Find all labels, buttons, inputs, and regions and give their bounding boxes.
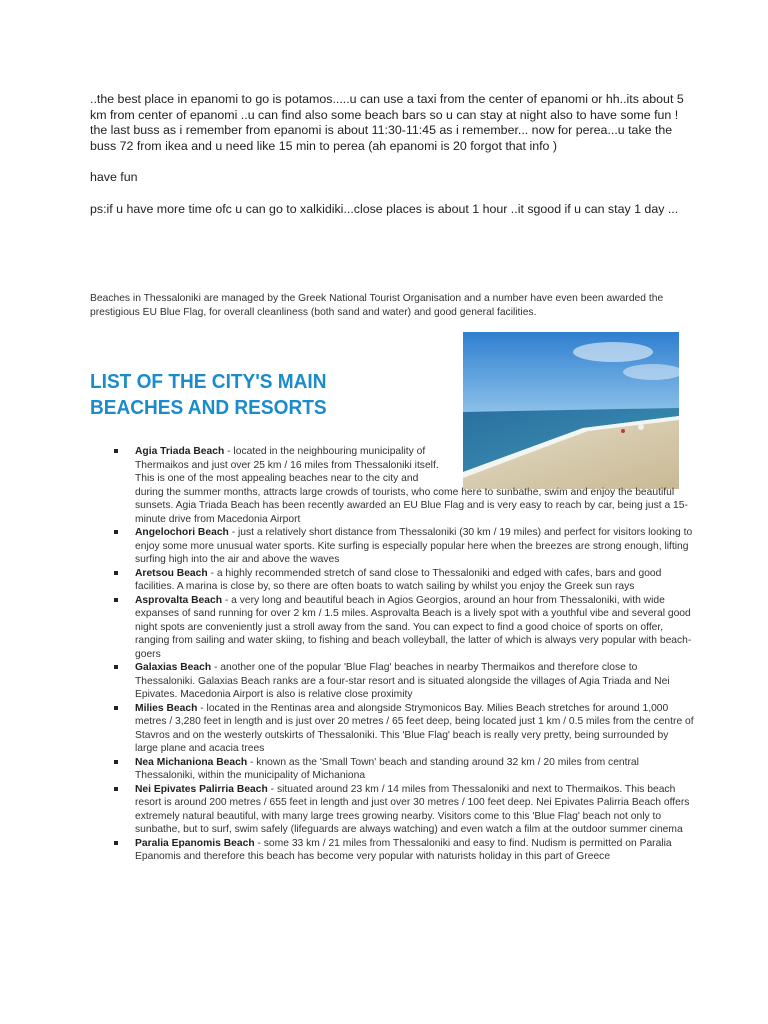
beach-description: - located in the Rentinas area and alongside Strymonicos Bay. Milies Beach stretches for around 1,000 metres / 3,280 feet in length and is just over 20 metres / 65 feet deep, being located just 1 km / 0.5 miles from the centre of Stavros and on the westerly outskirts of Thessaloniki. This 'Blue Flag' beach is really very pretty, being surrounded by large plane and acacia trees (135, 702, 694, 754)
bullet-icon (114, 787, 118, 791)
photo-float-spacer (446, 445, 694, 485)
bullet-icon (114, 598, 118, 602)
beach-description: - situated around 23 km / 14 miles from Thessaloniki and next to Thermaikos. This beach resort is around 200 metres / 655 feet in length and just over 30 metres / 100 feet deep. Nei Epivates Palirria Beach offers extremely natural beautiful, with many large trees growing nearby. Visitors come to this 'Blue Flag' beach not only to sunbathe, but to surf, swim safely (lifeguards are always watching) and even watch a film at the outdoor summer cinema (135, 783, 690, 835)
list-item (114, 837, 694, 864)
beach-description: - a highly recommended stretch of sand close to Thessaloniki and edged with cafes, bars and good facilities. A marina is close by, so there are often boats to watch sailing by whilst you enjoy the Greek sun rays (135, 567, 662, 592)
beach-description: - a very long and beautiful beach in Agios Georgios, around an hour from Thessaloniki, with wide expanses of sand running for over 2 km / 1.5 miles. Asprovalta Beach is a lively spot with a youthful vibe and several good night spots are conveniently just a stroll away from the sand. You can expect to find a good choice of sports on offer, ranging from sailing and water skiing, to fishing and beach volleyball, the latter of which is always very popular with beach-goers (135, 594, 692, 660)
bullet-icon (114, 665, 118, 669)
page-heading: LIST OF THE CITY'S MAIN BEACHES AND RESORTS (90, 370, 327, 419)
list-item (114, 783, 694, 837)
bullet-icon (114, 530, 118, 534)
beach-name: Paralia Epanomis Beach (135, 837, 255, 849)
beach-umbrella (638, 424, 644, 430)
beach-description: - just a relatively short distance from Thessaloniki (30 km / 19 miles) and perfect for visitors looking to enjoy some more unusual water sports. Kite surfing is especially popular here when the breezes are strong enough, lifting surfing high into the air and above the waves (135, 527, 693, 565)
forum-paragraph: ps:if u have more time ofc u can go to xalkidiki...close places is about 1 hour ..it sgood if u can stay 1 day ... (90, 201, 679, 216)
bullet-icon (114, 449, 118, 453)
beach-person (621, 429, 625, 433)
forum-post (90, 92, 686, 233)
list-item (114, 756, 694, 783)
beach-name: Galaxias Beach (135, 662, 212, 673)
beach-description: - some 33 km / 21 miles from Thessaloniki and easy to find. Nudism is permitted on Paralia Epanomis and therefore this beach has become very popular with naturists holiday in this part of Greece (135, 837, 672, 862)
forum-paragraph: have fun (90, 170, 138, 184)
list-item (114, 661, 694, 702)
list-item (114, 526, 694, 567)
beach-description: - another one of the popular 'Blue Flag' beaches in nearby Thermaikos and therefore close to Thessaloniki. Galaxias Beach ranks are a four-star resort and is situated alongside the villages of Agia Triada and Nei Epivates. Macedonia Airport is also is relative close proximity (135, 662, 670, 700)
bullet-icon (114, 571, 118, 575)
beach-description: - located in the neighbouring municipality of Thermaikos and just over 25 km / 16 miles from Thessaloniki itself. This is one of the most appealing beaches near to the city and during the summer months, attracts large crowds of tourists, who come here to sunbathe, swim and enjoy the beautiful sunsets. Agia Triada Beach has been recently awarded an EU Blue Flag and is very easy to reach by car, being just a 15-minute drive from Macedonia Airport (135, 446, 688, 525)
list-item (114, 567, 694, 594)
beach-name: Milies Beach (135, 702, 198, 714)
beach-name: Nei Epivates Palirria Beach (135, 783, 268, 795)
bullet-icon (114, 841, 118, 845)
intro-paragraph: Beaches in Thessaloniki are managed by the Greek National Tourist Organisation and a number have even been awarded the prestigious EU Blue Flag, for overall cleanliness (both sand and water) and good general facilities. (90, 293, 664, 318)
beach-name: Angelochori Beach (135, 527, 229, 538)
forum-paragraph: ..the best place in epanomi to go is potamos.....u can use a taxi from the center of epanomi or hh..its about 5 km from center of epanomi ..u can find also some beach bars so u can stay at night also to have some fun ! the last buss as i remember from epanomi is about 11:30-11:45 as i remember... now for perea...u take the buss 72 from ikea and u need like 15 min to perea (ah epanomi is 20 forgot that info ) (90, 92, 684, 153)
beach-name: Asprovalta Beach (135, 594, 222, 606)
list-item (114, 702, 694, 756)
beach-name: Nea Michaniona Beach (135, 756, 248, 768)
bullet-icon (114, 760, 118, 764)
cloud (573, 342, 653, 362)
list-item (114, 445, 694, 526)
beach-description: - known as the 'Small Town' beach and standing around 32 km / 20 miles from central Thessaloniki, within the municipality of Michaniona (135, 756, 639, 781)
beach-list (114, 445, 694, 864)
list-item (114, 594, 694, 662)
bullet-icon (114, 706, 118, 710)
beach-name: Aretsou Beach (135, 567, 208, 579)
beach-name: Agia Triada Beach (135, 446, 225, 457)
